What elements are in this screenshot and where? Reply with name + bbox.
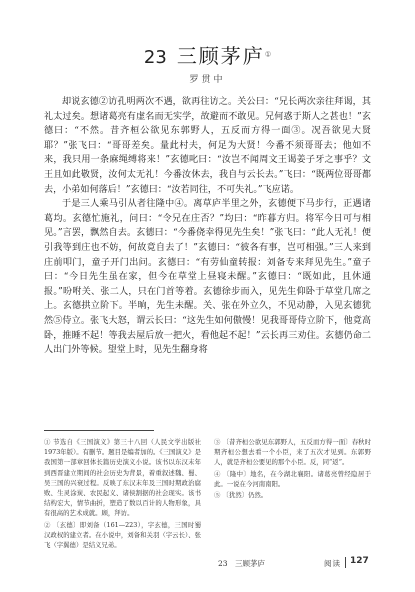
footer-separator xyxy=(345,557,346,568)
footnote-4: ④ 〔隆中〕地名，在今湖北襄阳。诸葛亮曾经隐居于此。一说在今河南南阳。 xyxy=(214,469,371,488)
footnote-3: ③ 〔昔齐桓公欲见东郭野人，五反而方得一面〕春秋时期齐桓公想去看一个小臣，来了五次才见到。东郭野人，就是齐桓公要见的那个小臣。反，同“返”。 xyxy=(214,438,371,467)
lesson-heading xyxy=(0,40,415,69)
body-text xyxy=(44,95,371,358)
lesson-number: 23 xyxy=(143,47,167,68)
footer-section-label: 阅读 xyxy=(324,559,341,568)
footer-lesson-ref: 23 三顾茅庐 xyxy=(218,559,266,568)
page-number: 127 xyxy=(350,556,369,566)
footnotes-left-column xyxy=(44,437,201,551)
footnote-2: ② 〔玄德〕即刘备（161—223），字玄德，三国时蜀汉政权的建立者。在小说中，刘备和关羽（字云长）、张飞（字翼德）是结义兄弟。 xyxy=(44,520,201,550)
title-footnote-marker: ① xyxy=(264,50,272,59)
page-footer xyxy=(0,555,415,571)
footnotes-right-column xyxy=(214,437,371,501)
lesson-title: 三顾茅庐 xyxy=(176,44,265,68)
body-paragraph-1: 却说玄德②访孔明两次不遇，欲再往访之。关公曰：“兄长两次亲往拜谒，其礼太过矣。想诸葛亮有虚名而无实学，故避而不敢见。兄何惑于斯人之甚也！”玄德曰：“不然。昔齐桓公欲见东郭野人，五反而方得一面③。况吾欲见大贤耶？”张飞曰：“哥哥差矣。量此村夫，何足为大贤！今番不须哥哥去；他如不来，我只用一条麻绳缚将来！”玄德叱曰：“汝岂不闻周文王谒姜子牙之事乎？文王且如此敬贤，汝何太无礼！今番汝休去，我自与云长去。”飞曰：“既两位哥哥都去，小弟如何落后！”玄德曰：“汝若同往，不可失礼。”飞应诺。 xyxy=(44,97,371,195)
body-paragraph-2: 于是三人乘马引从者往隆中④。离草庐半里之外，玄德便下马步行，正遇诸葛均。玄德忙施礼，问曰：“令兄在庄否？”均曰：“昨暮方归。将军今日可与相见。”言罢，飘然自去。玄德曰：“今番侥幸得见先生矣！”张飞曰：“此人无礼！便引我等到庄也不妨，何故竟自去了！”玄德曰：“彼各有事，岂可相强。”三人来到庄前叩门，童子开门出问。玄德曰：“有劳仙童转报：刘备专来拜见先生。”童子曰：“今日先生虽在家，但今在草堂上昼寝未醒。”玄德曰：“既如此，且休通报。”吩咐关、张二人，只在门首等着。玄德徐步而入，见先生仰卧于草堂几席之上。玄德拱立阶下。半晌，先生未醒。关、张在外立久，不见动静，入见玄德犹然⑤侍立。张飞大怒，谓云长曰：“这先生如何傲慢！见我哥哥侍立阶下，他竟高卧，推睡不起！等我去屋后放一把火，看他起不起！”云长再三劝住。玄德仍命二人出门外等候。望堂上时，见先生翻身将 xyxy=(44,199,371,356)
footnote-divider xyxy=(44,430,154,431)
footnote-1: ① 节选自《三国演义》第三十八回（人民文学出版社1973年版）。有删节。题目是编者加的。《三国演义》是我国第一部章回体长篇历史演义小说。该书以东汉末年到西晋建立期间的社会历史为背景，着重叙述魏、蜀、吴三国的兴衰过程。反映了东汉末年及三国时期政治腐败、生灵涂炭、农民起义、诸侯割据的社会现实。该书结构宏大，情节曲折，塑造了数以百计的人物形象，具有很高的艺术成就。顾，拜访。 xyxy=(44,438,201,518)
author-name: 罗贯中 xyxy=(189,75,226,85)
footnote-5: ⑤ 〔犹然〕仍然。 xyxy=(214,491,268,500)
